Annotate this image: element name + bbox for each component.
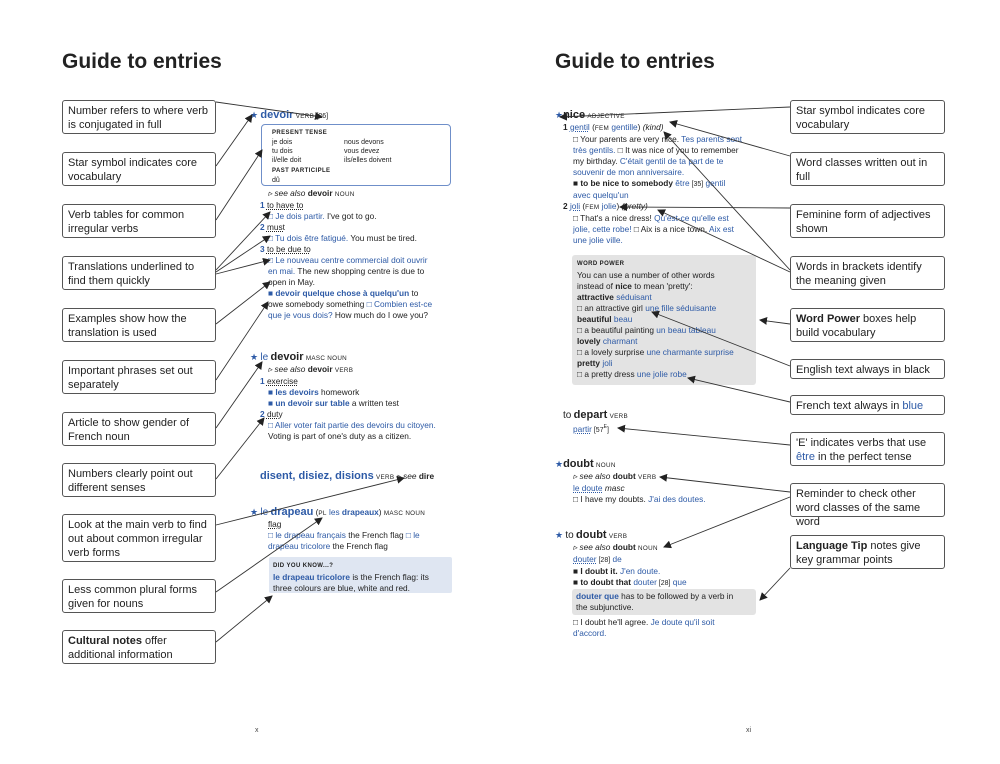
devoir-senses: ▹ see also devoir NOUN 1 to have to □ Je dois partir. I've got to go. 2 must □ Tu dois être fatigué. You must be tired. 3 to be due to □ Le nouveau centre commercial doit ouvrir en mai. The new shopping centre is due to open in May. ■ devoir quelque chose à quelqu'un to owe somebody something □ Combien est-ce que je vous dois? How much do I owe you?	[260, 188, 433, 320]
did-you-know-box: DID YOU KNOW...? le drapeau tricolore is the French flag: its three colours are blue, white and red.	[269, 557, 452, 593]
star-icon: ★	[555, 530, 564, 540]
arrow-french	[688, 378, 790, 402]
arrow-tip	[760, 568, 790, 600]
arrow-main-verb	[216, 478, 404, 525]
arrow-plural	[216, 518, 322, 592]
callout-examples: Examples show how the translation is used	[62, 308, 216, 342]
entry-le-devoir: ★ le devoir MASC NOUN ▹ see also devoir VERB 1 exercise ■ les devoirs homework ■ un devoir sur table a written test 2 duty □ Aller voter fait partie des devoirs du citoyen. Voting is part of one's duty as a citizen.	[250, 351, 436, 441]
callout-word-classes: Word classes written out in full	[790, 152, 945, 186]
callout-article-gender: Article to show gender of French noun	[62, 412, 216, 446]
callout-feminine-form: Feminine form of adjectives shown	[790, 204, 945, 238]
star-icon: ★	[250, 507, 259, 517]
entry-devoir-verb: ★ devoir VERB [26]	[250, 109, 329, 121]
arrow-conjugation	[216, 102, 322, 117]
arrow-english	[652, 312, 790, 366]
arrow-etre	[618, 428, 790, 445]
callout-word-power: Word Power boxes help build vocabulary	[790, 308, 945, 342]
callout-numbers-senses: Numbers clearly point out different senses	[62, 463, 216, 497]
callout-cultural-notes: Cultural notes offer additional information	[62, 630, 216, 664]
arrow-brackets-2	[658, 210, 790, 272]
callout-english-black: English text always in black	[790, 359, 945, 379]
arrow-word-power	[760, 320, 790, 324]
left-page-number: x	[255, 727, 259, 734]
arrow-examples	[216, 282, 270, 324]
callout-reminder: Reminder to check other word classes of the same word	[790, 483, 945, 517]
callout-plural-forms: Less common plural forms given for nouns	[62, 579, 216, 613]
callout-important-phrases: Important phrases set out separately	[62, 360, 216, 394]
callout-words-brackets: Words in brackets identify the meaning given	[790, 256, 945, 290]
arrow-article	[216, 362, 262, 428]
star-icon: ★	[555, 110, 564, 120]
arrow-phrases	[216, 302, 268, 380]
arrow-star-left	[216, 115, 252, 166]
arrow-word-class	[670, 122, 790, 156]
doubt-verb-example: □ I doubt he'll agree. Je doute qu'il soit d'accord.	[573, 617, 715, 638]
entry-doubt-verb: ★ to doubt VERB ▹ see also doubt NOUN douter [28] de ■ I doubt it. J'en doute. ■ to doubt that douter [28] que	[555, 529, 687, 587]
arrow-numbers	[216, 418, 264, 479]
entry-nice: ★nice ADJECTIVE 1 gentil (FEM gentille) (kind) □ Your parents are very nice. Tes parents sont très gentils. □ It was nice of you to remember my birthday. C'était gentil de ta part de te souvenir de mon anniversaire. ■ to be nice to somebody être [35] gentil avec quelqu'un 2 joli (FEM jolie) (pretty) □ That's a nice dress! Qu'est-ce qu'elle est jolie, cette robe! □ Aix is a nice town. Aix est une jolie ville.	[555, 109, 743, 245]
entry-drapeau: ★ le drapeau (PL les drapeaux) MASC NOUN flag □ le drapeau français the French flag □ le drapeau tricolore the French flag	[250, 506, 426, 551]
verb-table-box: PRESENT TENSE je dois tu dois il/elle doit nous devons vous devez ils/elles doivent PAST PARTICIPLE dû	[261, 124, 451, 186]
arrow-cultural	[216, 596, 272, 642]
language-tip-box: douter que has to be followed by a verb in the subjunctive.	[572, 589, 756, 615]
arrow-feminine	[620, 207, 790, 208]
callout-main-verb: Look at the main verb to find out about common irregular verb forms	[62, 514, 216, 562]
entry-doubt-noun: ★doubt NOUN ▹ see also doubt VERB le doute masc □ I have my doubts. J'ai des doutes.	[555, 458, 706, 504]
entry-disent: disent, disiez, disions VERB ▹ see dire	[260, 470, 435, 482]
callout-star-symbol: Star symbol indicates core vocabulary	[62, 152, 216, 186]
right-page-title: Guide to entries	[555, 50, 715, 73]
right-page-number: xi	[746, 727, 752, 734]
left-page-title: Guide to entries	[62, 50, 222, 73]
callout-verb-tables: Verb tables for common irregular verbs	[62, 204, 216, 238]
arrow-brackets-1	[664, 132, 790, 270]
callout-translations-underlined: Translations underlined to find them quickly	[62, 256, 216, 290]
arrow-verb-table	[216, 150, 262, 220]
word-power-box: WORD POWER You can use a number of other words instead of nice to mean 'pretty': attractive séduisant □ an attractive girl une fille séduisante beautiful beau □ a beautiful painting un beau tableau lovely charmant □ a lovely surprise une charmante surprise pretty joli □ a pretty dress une jolie robe	[572, 255, 756, 385]
entry-depart: to depart VERB partir $[57^E]$	[563, 409, 628, 434]
callout-conjugation-number: Number refers to where verb is conjugated in full	[62, 100, 216, 134]
arrow-reminder-2	[664, 497, 790, 547]
star-icon: ★	[250, 352, 259, 362]
callout-language-tip: Language Tip notes give key grammar points	[790, 535, 945, 569]
star-icon: ★	[250, 110, 259, 120]
arrow-reminder-1	[660, 477, 790, 492]
arrow-star-right	[560, 107, 790, 117]
callout-star-symbol-right: Star symbol indicates core vocabulary	[790, 100, 945, 134]
callout-french-blue: French text always in blue	[790, 395, 945, 415]
star-icon: ★	[555, 459, 564, 469]
callout-etre: 'E' indicates verbs that use être in the perfect tense	[790, 432, 945, 466]
